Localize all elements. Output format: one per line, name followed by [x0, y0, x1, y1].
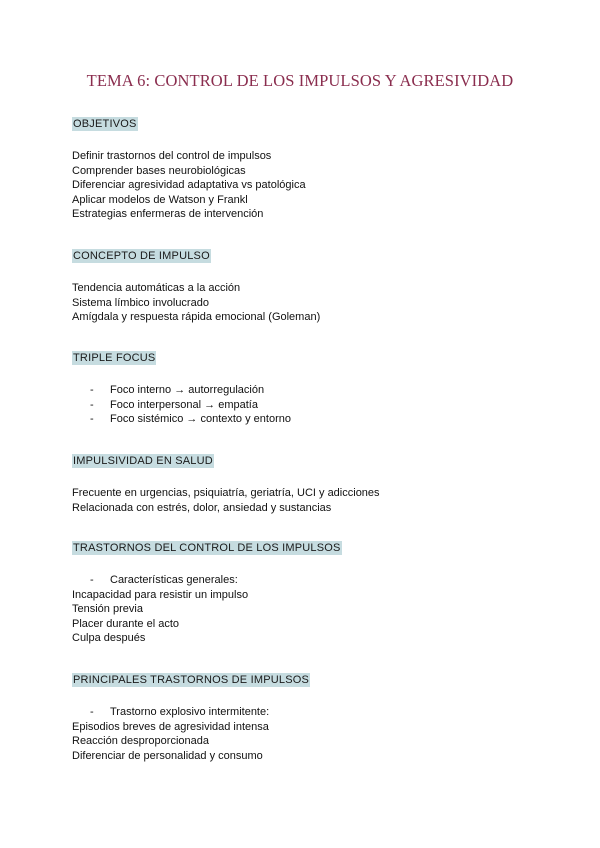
text-line: Incapacidad para resistir un impulso [72, 588, 249, 601]
text-line: Aplicar modelos de Watson y Frankl [72, 193, 248, 206]
section-heading: PRINCIPALES TRASTORNOS DE IMPULSOS [73, 674, 310, 686]
section-heading: TRIPLE FOCUS [73, 352, 156, 364]
text-line: Sistema límbico involucrado [72, 296, 209, 309]
text-line: Diferenciar agresividad adaptativa vs patológica [72, 179, 306, 192]
bullet-dash: - [90, 384, 94, 396]
section-concepto-de-impulso [72, 246, 552, 325]
bullet-dash: - [90, 398, 94, 411]
text-line: Reacción desproporcionada [72, 735, 209, 748]
bullet-item [72, 383, 552, 398]
text-line: Tendencia automáticas a la acción [72, 282, 241, 294]
text-line: Definir trastornos del control de impulsos [72, 150, 272, 162]
text-line: Amígdala y respuesta rápida emocional (Goleman) [72, 311, 321, 324]
bullet-dash: - [90, 574, 94, 586]
bullet-item [72, 573, 552, 588]
bullet-dash: - [90, 706, 94, 718]
text-line: Episodios breves de agresividad intensa [72, 720, 269, 733]
section-heading: IMPULSIVIDAD EN SALUD [73, 455, 213, 467]
section-trastornos-control-impulsos [72, 538, 552, 646]
section-objetivos [72, 114, 552, 222]
bullet-item [72, 398, 552, 413]
text-line: Diferenciar de personalidad y consumo [72, 749, 263, 762]
section-heading: CONCEPTO DE IMPULSO [73, 250, 210, 262]
bullet-text: Características generales: [110, 574, 238, 586]
section-impulsividad-en-salud [72, 451, 552, 515]
text-line: Culpa después [72, 632, 146, 645]
bullet-text: Foco interno → autorregulación [110, 384, 265, 396]
section-heading: OBJETIVOS [73, 118, 137, 130]
section-triple-focus [72, 348, 552, 427]
text-line: Estrategias enfermeras de intervención [72, 208, 264, 221]
text-line: Tensión previa [72, 603, 143, 616]
bullet-dash: - [90, 413, 94, 426]
section-heading: TRASTORNOS DEL CONTROL DE LOS IMPULSOS [73, 542, 341, 554]
bullet-text: Foco interpersonal → empatía [110, 398, 258, 411]
bullet-text: Foco sistémico → contexto y entorno [110, 413, 291, 426]
bullet-text: Trastorno explosivo intermitente: [110, 706, 270, 718]
text-line: Relacionada con estrés, dolor, ansiedad y sustancias [72, 501, 332, 514]
section-principales-trastornos [72, 670, 552, 763]
text-line: Comprender bases neurobiológicas [72, 164, 246, 177]
bullet-item [72, 705, 552, 720]
text-line: Placer durante el acto [72, 617, 180, 630]
bullet-item [72, 412, 552, 427]
text-line: Frecuente en urgencias, psiquiatría, geriatría, UCI y adicciones [72, 487, 380, 499]
document-title: TEMA 6: CONTROL DE LOS IMPULSOS Y AGRESIVIDAD [86, 71, 514, 90]
